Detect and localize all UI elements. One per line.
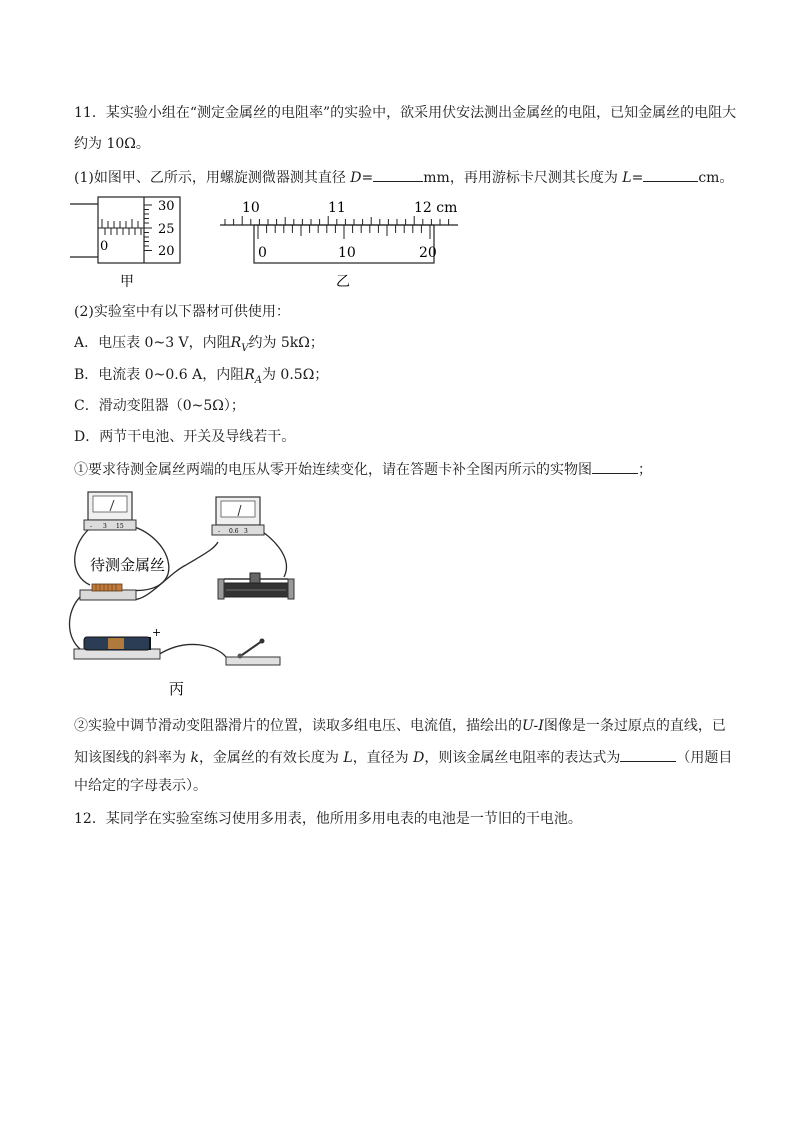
option-c: C．滑动变阻器（0~5Ω）； [74,398,245,414]
option-a-text-a: A．电压表 0~3 V，内阻 [74,335,231,351]
ammeter-0-6a: 0.6 [229,528,239,535]
q11-sub1 [74,458,652,480]
voltmeter [84,492,136,530]
vernier-main-ticks [225,216,449,225]
sub1-text: ①要求待测金属丝两端的电压从零开始连续变化，请在答题卡补全图丙所示的实物图 [74,462,592,478]
voltmeter-15v: 15 [116,523,124,530]
option-b-text-b: 为 0.5Ω； [261,367,329,383]
answer-blank-resistivity[interactable] [620,746,676,762]
ammeter [212,497,264,535]
ammeter-neg: - [218,528,221,535]
vernier-label-0: 0 [258,245,267,261]
part1-text-a: (1)如图甲、乙所示，用螺旋测微器测其直径 [74,170,346,186]
sub2-text-a: ②实验中调节滑动变阻器滑片的位置，读取多组电压、电流值，描绘出的 [74,718,522,734]
part1-text-cm: cm。 [698,170,734,186]
option-a-subscript: V [241,342,249,354]
battery-pack [74,626,161,659]
var-D: D [350,170,362,186]
q11-part1-line [74,166,733,188]
eq-sign-1: = [361,170,374,186]
eq-sign-2: = [631,170,644,186]
q11-sub2-line2 [74,746,732,768]
q12-line [74,809,582,829]
metal-wire-under-test [80,584,136,600]
option-a-text-b: 约为 5kΩ； [248,335,324,351]
answer-blank-L[interactable] [643,166,698,182]
ui-graph: U-I [522,718,544,734]
option-b-subscript: A [254,374,262,386]
vernier-main-10: 10 [242,200,260,216]
sub2-text-f: ，则该金属丝电阻率的表达式为 [424,750,621,766]
ammeter-3a: 3 [244,528,248,535]
sub2-text-c: 知该图线的斜率为 [74,750,186,766]
wire-under-test-label: 待测金属丝 [90,556,166,574]
micrometer-tick-20: 20 [158,244,175,259]
micrometer-zero: 0 [100,239,109,254]
figure-bing-circuit [66,487,311,702]
figure-yi-caption: 乙 [336,274,350,290]
voltmeter-3v: 3 [103,523,107,530]
q11-sub2-line3: 中给定的字母表示）。 [74,778,207,794]
option-a-symbol: R [230,335,242,351]
answer-blank-D[interactable] [373,166,423,182]
q11-sub2-line1 [74,716,726,736]
vernier-main-11: 11 [328,200,346,216]
q11-part2-heading: (2)实验室中有以下器材可供使用： [74,304,290,320]
answer-blank-circuit[interactable] [592,458,638,474]
figure-bing-caption: 丙 [169,680,185,698]
var-D2: D [413,750,425,766]
vernier-main-12: 12 cm [414,200,458,216]
figure-jia-caption: 甲 [120,274,134,290]
q12-text: 某同学在实验室练习使用多用表，他所用多用电表的电池是一节旧的干电池。 [105,811,582,827]
option-b-symbol: R [244,367,255,383]
sub2-text-b: 图像是一条过原点的直线，已 [543,718,726,734]
vernier-scale-ticks [258,225,430,239]
q12-number: 12． [74,811,106,827]
figure-yi-vernier [218,195,463,290]
voltmeter-neg: - [90,523,93,530]
sliding-rheostat [218,573,294,599]
switch [226,639,280,666]
var-k: k [190,750,199,766]
sub2-text-g: （用题目 [676,750,733,766]
option-b [74,365,328,391]
figure-jia-micrometer [68,195,188,290]
sub2-text-d: ，金属丝的有效长度为 [198,750,339,766]
option-b-text-a: B．电流表 0~0.6 A，内阻 [74,367,245,383]
battery-plus: + [152,626,162,639]
var-L2: L [343,750,353,766]
sub1-end: ； [638,462,652,478]
q11-stem-a: 某实验小组在“测定金属丝的电阻率”的实验中，欲采用伏安法测出金属丝的电阻，已知金属丝的电阻大 [105,105,737,121]
vernier-label-20: 20 [419,245,437,261]
q11-stem-line1 [74,103,736,123]
q11-stem-line2 [74,134,150,154]
sub2-text-e: ，直径为 [352,750,409,766]
var-L: L [622,170,632,186]
option-d: D．两节干电池、开关及导线若干。 [74,429,296,445]
q11-stem-b: 约为 10Ω。 [74,136,150,152]
vernier-label-10: 10 [338,245,356,261]
q11-number: 11． [74,105,106,121]
micrometer-tick-25: 25 [158,222,175,237]
micrometer-tick-30: 30 [158,199,175,214]
part1-text-mm: mm，再用游标卡尺测其长度为 [423,170,618,186]
option-a [74,333,324,359]
